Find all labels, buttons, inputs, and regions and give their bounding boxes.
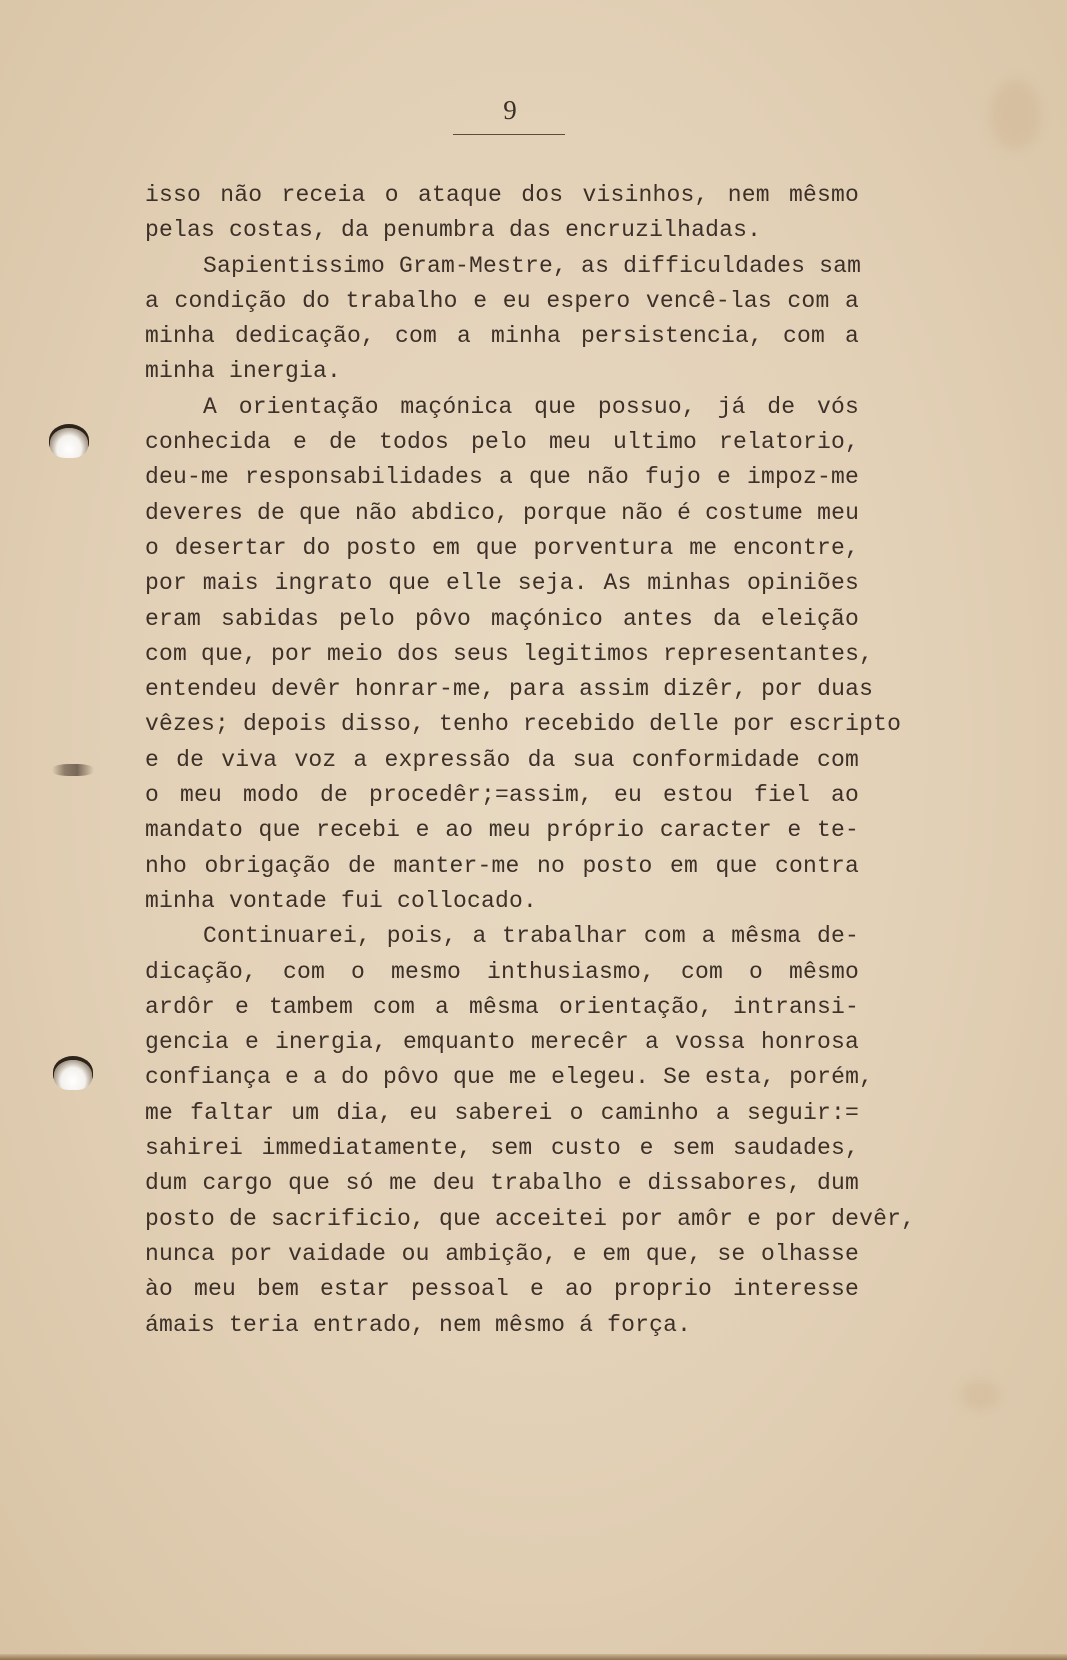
text-line: minha vontade fui collocado. — [145, 887, 538, 914]
text-line: pelas costas, da penumbra das encruzilhadas. — [145, 217, 762, 244]
text-line: dicação, com o mesmo inthusiasmo, com o mêsmo — [145, 958, 859, 985]
punch-hole — [54, 1060, 92, 1090]
text-line: me faltar um dia, eu saberei o caminho a seguir:= — [145, 1099, 859, 1126]
text-line: minha dedicação, com a minha persistencia, com a — [145, 323, 859, 350]
text-line: conhecida e de todos pelo meu ultimo relatorio, — [145, 429, 859, 456]
text-line: por mais ingrato que elle seja. As minhas opiniões — [145, 570, 859, 597]
text-line: minha inergia. — [145, 358, 342, 385]
page-number: 9 — [503, 95, 517, 125]
text-line: ào meu bem estar pessoal e ao proprio interesse — [145, 1276, 859, 1303]
text-line: A orientação maçónica que possuo, já de vós — [203, 393, 859, 420]
text-line: gencia e inergia, emquanto merecêr a vossa honrosa — [145, 1029, 859, 1056]
text-line: com que, por meio dos seus legitimos representantes, — [145, 640, 874, 667]
text-line: eram sabidas pelo pôvo maçónico antes da eleição — [145, 605, 859, 632]
text-line: Sapientissimo Gram-Mestre, as difficuldades sam — [203, 252, 862, 279]
text-line: deveres de que não abdico, porque não é costume meu — [145, 499, 860, 526]
text-line: posto de sacrificio, que acceitei por amôr e por devêr, — [145, 1205, 916, 1232]
page-bottom-edge — [0, 1654, 1067, 1660]
paper-stain — [960, 1380, 1000, 1410]
text-line: o desertar do posto em que porventura me encontre, — [145, 534, 859, 561]
text-line: ámais teria entrado, nem mêsmo á força. — [145, 1311, 692, 1338]
text-line: isso não receia o ataque dos visinhos, nem mêsmo — [145, 182, 859, 208]
text-line: o meu modo de procedêr;=assim, eu estou fiel ao — [145, 782, 859, 809]
text-line: sahirei immediatamente, sem custo e sem saudades, — [145, 1135, 859, 1162]
punch-hole — [50, 428, 88, 458]
text-line: nho obrigação de manter-me no posto em que contra — [145, 852, 859, 879]
text-line: deu-me responsabilidades a que não fujo e impoz-me — [145, 464, 859, 491]
text-line: confiança e a do pôvo que me elegeu. Se esta, porém, — [145, 1064, 874, 1091]
text-line: a condição do trabalho e eu espero vencê-las com a — [145, 287, 859, 314]
text-line: Continuarei, pois, a trabalhar com a mêsma de- — [203, 923, 859, 950]
paper-stain — [990, 80, 1040, 150]
page-number-rule — [453, 134, 565, 135]
text-line: entendeu devêr honrar-me, para assim dizêr, por duas — [145, 676, 874, 703]
ink-smudge — [52, 764, 94, 776]
text-line: dum cargo que só me deu trabalho e dissabores, dum — [145, 1170, 859, 1197]
text-line: ardôr e tambem com a mêsma orientação, intransi- — [145, 993, 859, 1020]
text-line: nunca por vaidade ou ambição, e em que, se olhasse — [145, 1240, 859, 1267]
body-text — [145, 178, 916, 1343]
text-line: e de viva voz a expressão da sua conformidade com — [145, 746, 859, 773]
text-line: mandato que recebi e ao meu próprio caracter e te- — [145, 817, 859, 844]
text-line: vêzes; depois disso, tenho recebido delle por escripto — [145, 711, 902, 738]
